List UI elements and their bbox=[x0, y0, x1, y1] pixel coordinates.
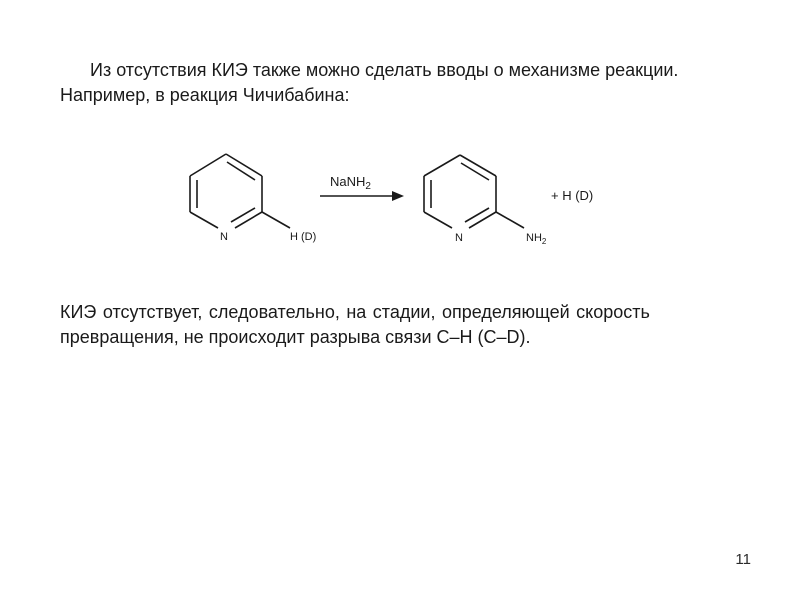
reaction-arrow bbox=[320, 191, 404, 201]
byproduct-label: + H (D) bbox=[551, 188, 594, 203]
product-pyridine bbox=[424, 155, 524, 228]
reactant-pyridine bbox=[190, 154, 290, 228]
reagent-label: NaNH$_2$ bbox=[330, 174, 371, 192]
reactant-nitrogen-label: N bbox=[220, 231, 228, 243]
conclusion-line-1: КИЭ отсутствует, следовательно, на стадии, определяющей скорость bbox=[60, 302, 650, 322]
intro-line-2: Например, в реакция Чичибабина: bbox=[60, 85, 350, 105]
conclusion-line-2: превращения, не происходит разрыва связи С–Н (С–D). bbox=[60, 327, 531, 347]
page-number: 11 bbox=[735, 551, 751, 568]
reactant-h-label: H (D) bbox=[290, 231, 317, 243]
product-nitrogen-label: N bbox=[455, 232, 463, 244]
intro-line-1: Из отсутствия КИЭ также можно сделать вводы о механизме реакции. bbox=[90, 60, 679, 80]
conclusion-paragraph bbox=[60, 300, 650, 350]
product-amine-label: $NH_2$ bbox=[526, 232, 547, 246]
